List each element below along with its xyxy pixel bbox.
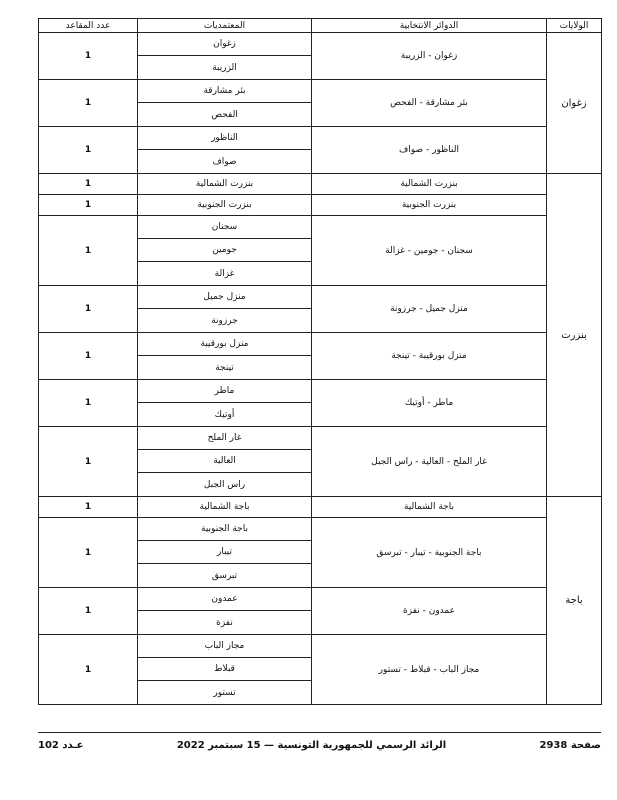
circumscription-cell: منزل جميل - جرزونة [312, 286, 547, 333]
delegation-item: بنزرت الجنوبية [197, 200, 252, 210]
page-number: صفحة 2938 [539, 740, 601, 751]
delegation-list [138, 286, 311, 332]
delegation-item: جومين [138, 239, 311, 262]
circumscription-cell: زغوان - الزريبة [312, 33, 547, 80]
table-body [39, 33, 602, 705]
seats-cell: 1 [39, 518, 138, 588]
table-row [39, 333, 602, 380]
header-seats: عدد المقاعد [39, 19, 138, 33]
seats-cell: 1 [39, 216, 138, 286]
delegation-item: غار الملح [138, 427, 311, 450]
header-row [39, 19, 602, 33]
table-row [39, 635, 602, 705]
delegation-item: نفزة [216, 617, 233, 628]
delegation-list [138, 380, 311, 426]
delegations-cell [138, 588, 312, 635]
circumscription-cell: سجنان - جومين - غزالة [312, 216, 547, 286]
delegation-item: الزريبة [212, 62, 237, 73]
circumscription-cell: بنزرت الشمالية [312, 174, 547, 195]
delegation-item: منزل جميل [138, 286, 311, 309]
delegation-item: غزالة [214, 268, 235, 279]
governorate-cell: زغوان [547, 33, 602, 174]
delegation-item: تبرسق [211, 570, 238, 581]
governorate-cell: باجة [547, 497, 602, 705]
table-row [39, 380, 602, 427]
delegation-item: الناظور [138, 127, 311, 150]
circumscription-cell: بئر مشارقة - الفحص [312, 80, 547, 127]
delegation-list [138, 427, 311, 496]
governorate-cell: بنزرت [547, 174, 602, 497]
delegation-item: قبلاط [138, 658, 311, 681]
delegation-item: ماطر [138, 380, 311, 403]
table-row [39, 174, 602, 195]
issue-number: عـدد 102 [38, 740, 84, 751]
header-circumscriptions: الدوائر الانتخابية [312, 19, 547, 33]
delegations-cell [138, 380, 312, 427]
delegation-list [138, 80, 311, 126]
delegation-list [138, 333, 311, 379]
journal-title-date: الرائد الرسمي للجمهورية التونسية — 15 سبتمبر 2022 [176, 740, 447, 751]
delegation-list [138, 33, 311, 79]
delegation-item: أوتيك [214, 409, 235, 420]
delegation-item: باجة الشمالية [199, 502, 250, 512]
delegations-cell [138, 286, 312, 333]
delegation-item: تستور [213, 687, 236, 698]
circumscription-cell: الناظور - صواف [312, 127, 547, 174]
circumscription-cell: منزل بورقيبة - تينجة [312, 333, 547, 380]
delegation-item: سجنان [138, 216, 311, 239]
delegations-cell [138, 80, 312, 127]
seats-cell: 1 [39, 80, 138, 127]
delegations-cell [138, 216, 312, 286]
delegation-item: عمدون [138, 588, 311, 611]
circumscriptions-table-wrapper [38, 18, 601, 705]
header-governorates: الولايات [547, 19, 602, 33]
delegation-item: بئر مشارقة [138, 80, 311, 103]
delegations-cell [138, 195, 312, 216]
delegation-list [138, 635, 311, 704]
delegation-item: مجاز الباب [138, 635, 311, 658]
footer-divider [38, 732, 601, 733]
seats-cell: 1 [39, 497, 138, 518]
delegations-cell [138, 33, 312, 80]
delegations-cell [138, 427, 312, 497]
delegation-item: الفحص [211, 109, 238, 120]
delegation-list [138, 588, 311, 634]
delegation-item: راس الجبل [203, 479, 246, 490]
delegation-item: صواف [212, 156, 237, 167]
table-row [39, 195, 602, 216]
circumscription-cell: عمدون - نفزة [312, 588, 547, 635]
table-row [39, 127, 602, 174]
circumscription-cell: غار الملح - العالية - راس الجبل [312, 427, 547, 497]
circumscription-cell: بنزرت الجنوبية [312, 195, 547, 216]
seats-cell: 1 [39, 286, 138, 333]
delegation-list [138, 518, 311, 587]
seats-cell: 1 [39, 195, 138, 216]
header-delegations: المعتمديات [138, 19, 312, 33]
delegation-item: العالية [138, 450, 311, 473]
delegations-cell [138, 635, 312, 705]
seats-cell: 1 [39, 427, 138, 497]
table-row [39, 427, 602, 497]
table-row [39, 80, 602, 127]
table-row [39, 216, 602, 286]
delegations-cell [138, 518, 312, 588]
table-row [39, 497, 602, 518]
circumscription-cell: باجة الجنوبية - تيبار - تبرسق [312, 518, 547, 588]
delegation-list [138, 497, 311, 517]
delegation-item: منزل بورقيبة [138, 333, 311, 356]
delegations-cell [138, 174, 312, 195]
seats-cell: 1 [39, 635, 138, 705]
circumscription-cell: ماطر - أوتيك [312, 380, 547, 427]
delegations-cell [138, 497, 312, 518]
table-row [39, 33, 602, 80]
delegations-cell [138, 333, 312, 380]
circumscription-cell: مجاز الباب - قبلاط - تستور [312, 635, 547, 705]
delegation-item: باجة الجنوبية [138, 518, 311, 541]
delegation-item: زغوان [138, 33, 311, 56]
table-row [39, 518, 602, 588]
seats-cell: 1 [39, 127, 138, 174]
circumscription-cell: باجة الشمالية [312, 497, 547, 518]
seats-cell: 1 [39, 333, 138, 380]
seats-cell: 1 [39, 33, 138, 80]
page-footer [38, 740, 601, 751]
delegation-item: بنزرت الشمالية [195, 179, 254, 189]
delegation-list [138, 174, 311, 194]
table-row [39, 286, 602, 333]
table-row [39, 588, 602, 635]
circumscriptions-table [38, 18, 602, 705]
seats-cell: 1 [39, 174, 138, 195]
delegation-list [138, 216, 311, 285]
delegation-item: تينجة [215, 362, 234, 373]
seats-cell: 1 [39, 588, 138, 635]
delegation-item: جرزونة [211, 315, 238, 326]
seats-cell: 1 [39, 380, 138, 427]
delegation-list [138, 127, 311, 173]
delegation-item: تيبار [138, 541, 311, 564]
delegations-cell [138, 127, 312, 174]
delegation-list [138, 195, 311, 215]
